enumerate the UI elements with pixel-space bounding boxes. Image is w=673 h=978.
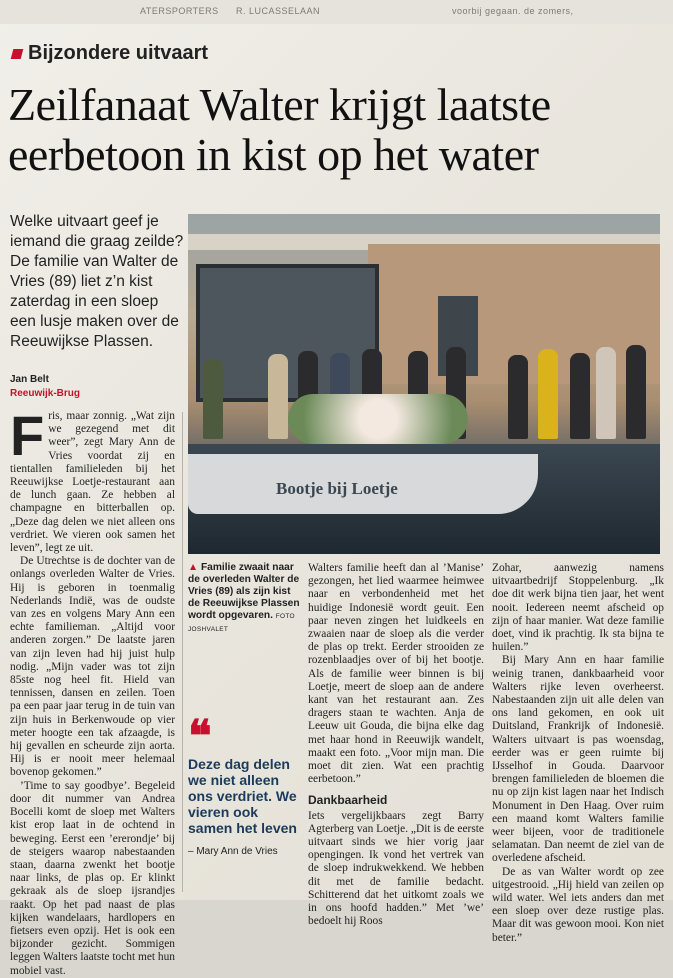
article-paragraph: Iets vergelijkbaars zegt Barry Agterberg van Loetje. „Dit is de eerste uitvaart sinds we hier vorig jaar opengingen. Ik vond het vertrek van de sloep indrukwekkend. We hebben dit met de familie bedacht. Schitterend dat het uitkomt zoals we in ons hoofd hadden.” Met ’we’ bedoelt hij Roos [308,809,484,928]
caption-triangle-icon: ▲ [188,562,199,573]
photo-person [538,349,558,439]
caption-text: Familie zwaait naar de overleden Walter de Vries (89) als zijn kist de Reeuwijkse Plassen wordt opgevaren. [188,562,300,621]
photo-credit: FOTO JOSHVALET [188,613,295,633]
article-paragraph: De as van Walter wordt op zee uitgestrooid. „Hij hield van zeilen op wild water. Wel iets anders dan met een sloep over deze rustige plas. Maar dit was gewoon mooi. Kon niet beter.” [492,865,664,944]
author-byline: Jan Belt [10,374,49,385]
paragraph-text: ris, maar zonnig. „Wat zijn we gezegend met dit weer”, zegt Mary Ann de Vries voordat zij en tientallen familieleden bij het Reeuwijkse Loetje-restaurant aan de lunch gaan. Ze hebben al champagne en bitterballen op. „Deze dag delen we niet alleen ons verdriet. We vieren ook samen het leven”, legt ze uit. [10,410,175,555]
quote-author: – Mary Ann de Vries [188,846,278,857]
strip-text-left: ATERSPORTERS [140,6,219,16]
photo-flowers [288,394,468,444]
kicker-label: Bijzondere uitvaart [28,42,209,64]
article-paragraph: ’Time to say goodbye’. Begeleid door dit nummer van Andrea Bocelli komt de sloep met Walters kist erop laat in de ochtend in beweging. Eerst een ’ererondje’ bij de steigers waarop nabestaanden staan, daarna zwenkt het bootje naar links, de plas op. Er klinkt gekraak als de sloep ijsrandjes raakt. Op het pad naast de plas kijken wandelaars, hardlopers en fietsers even opzij. Het is ook een bijzonder gezicht. Sommigen leggen Walters laatste tocht met hun mobiel vast. [10,779,175,977]
article-intro: Welke uitvaart geef je iemand die graag zeilde? De familie van Walter de Vries (89) liet z’n kist zaterdag in een sloep een lusje maken over de Reeuwijkse Plassen. [10,213,184,350]
article-column-2 [308,562,484,928]
subheading: Dankbaarheid [308,793,388,808]
photo-person [596,347,616,439]
section-kicker [12,42,208,65]
article-paragraph [10,404,175,555]
photo-person [203,359,223,439]
article-paragraph: Walters familie heeft dan al ’Manise’ gezongen, het lied waarmee heimwee naar en verbondenheid met het huidige Indonesië wordt geuit. Een paar neven zingen het luidkeels en zwaaien naar de sloep als die verder de plas op trekt. Eerder strooiden ze rozenblaadjes over of bij het bootje. Als de familie weer binnen is bij Loetje, meert de sloep aan de andere kant van het restaurant aan. Zes dragers staan te wachten. Anja de Leeuw uit Gouda, die bijna elke dag met haar hond in Reeuwijk wandelt, maakt een foto. „Voor mijn man. Die moet dit zien. Wat een prachtig eerbetoon.” [308,562,484,786]
quote-text: Deze dag delen we niet alleen ons verdriet. We vieren ook samen het leven [188,756,297,836]
photo-caption [188,562,300,636]
article-column-3 [492,562,664,945]
photo-person [268,354,288,439]
drop-cap: F [10,404,45,467]
article-paragraph: Zohar, aanwezig namens uitvaartbedrijf Stoppelenburg. „Ik doe dit werk bijna tien jaar, het went nooit. Iedereen neemt afscheid op zijn of haar manier. Wat deze familie doet, vind ik prachtig. Ik sta bijna te huilen.” [492,562,664,654]
boat-name: Bootje bij Loetje [276,479,398,498]
photo-person [508,355,528,439]
article-headline: Zeilfanaat Walter krijgt laatste eerbetoon in kist op het water [8,79,551,180]
photo-person [626,345,646,439]
column-divider [182,412,183,892]
article-paragraph: Bij Mary Ann en haar familie weinig tranen, dankbaarheid voor Walters rijke leven overheerst. Nabestaanden zijn uit alle delen van ons land gekomen, en ook uit Duitsland, Frankrijk of Indonesië. Walters uitvaart is pas woensdag, eerder was er geen ruimte bij IJsselhof in Gouda. Daarvoor brengen familieleden de bloemen die nu op zijn kist lagen naar het Indisch Monument in Den Haag. Over ruim een maand komt Walters familie weer bijeen, voor de traditionele selamatan. Dan neemt de ziel van de overledene afscheid. [492,654,664,865]
previous-page-strip [0,0,673,24]
photo-person [570,353,590,439]
article-column-1 [10,404,175,978]
pull-quote [188,712,300,857]
article-photo [188,214,660,554]
strip-text-middle: R. LUCASSELAAN [236,6,321,16]
article-paragraph: De Utrechtse is de dochter van de onlangs overleden Walter de Vries. Hij is geboren in toenmalig Nederlands Indië, was de oudste van zes en volgens Mary Ann een echte familieman. „Altijd voor anderen zorgen.” De laatste jaren van zijn leven had hij juist hulp nodig. „Mijn vader was tot zijn 85ste nog heel fit. Hield van tennissen, dansen en zeilen. Toen pa een paar jaar terug in de tuin van zijn huis in Berkenwoude op vier meter hoogte een tak afzaagde, is hij gevallen en scheurde zijn aorta. Hij is er nooit meer helemaal bovenop gekomen.” [10,555,175,779]
strip-text-right: voorbij gegaan. de zomers, [452,6,574,16]
quote-mark-icon: ❝ [188,712,212,761]
dateline: Reeuwijk-Brug [10,388,81,399]
kicker-marker-icon [11,49,24,59]
